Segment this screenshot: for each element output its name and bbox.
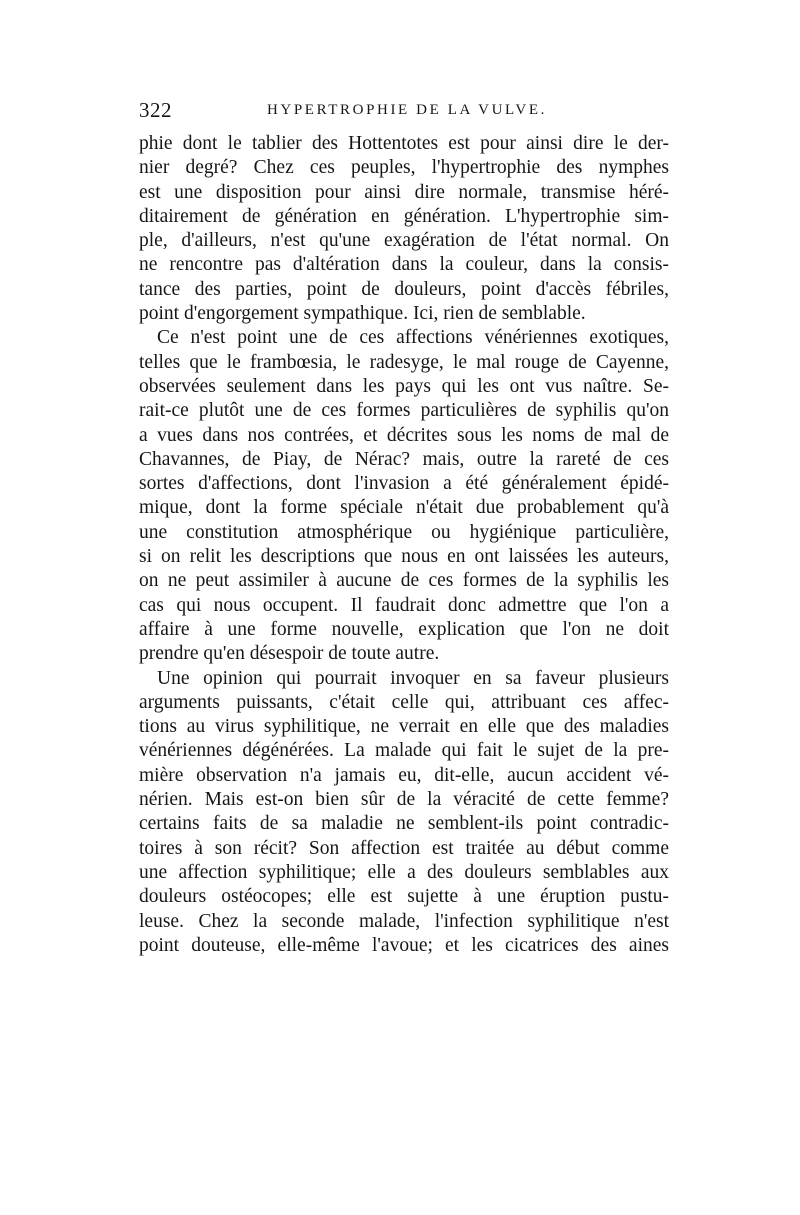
text-line: tions au virus syphilitique, ne verrait en elle que des maladies [139, 716, 669, 738]
text-line: nérien. Mais est-on bien sûr de la véracité de cette femme? [139, 789, 669, 811]
text-line: Ce n'est point une de ces affections vénériennes exotiques, [157, 327, 669, 349]
text-line: une constitution atmosphérique ou hygiénique particulière, [139, 521, 669, 543]
text-line: Chavannes, de Piay, de Nérac? mais, outre la rareté de ces [139, 448, 669, 470]
text-line: une affection syphilitique; elle a des douleurs semblables aux [139, 861, 669, 883]
text-line: leuse. Chez la seconde malade, l'infection syphilitique n'est [139, 910, 669, 932]
text-line: phie dont le tablier des Hottentotes est pour ainsi dire le der- [139, 133, 669, 154]
text-line: douleurs ostéocopes; elle est sujette à une éruption pustu- [139, 886, 669, 908]
text-line: Une opinion qui pourrait invoquer en sa faveur plusieurs [157, 667, 669, 689]
page-number: 322 [139, 98, 172, 122]
text-line: on ne peut assimiler à aucune de ces formes de la syphilis les [139, 570, 669, 592]
text-line: rait-ce plutôt une de ces formes particulières de syphilis qu'on [139, 400, 669, 422]
text-line: vénériennes dégénérées. La malade qui fait le sujet de la pre- [139, 740, 669, 762]
text-line: arguments puissants, c'était celle qui, attribuant ces affec- [139, 691, 669, 713]
text-line: certains faits de sa maladie ne semblent-ils point contradic- [139, 813, 669, 835]
text-line: ditairement de génération en génération. L'hypertrophie sim- [139, 205, 669, 227]
text-line: telles que le frambœsia, le radesyge, le mal rouge de Cayenne, [139, 351, 669, 373]
text-line: cas qui nous occupent. Il faudrait donc admettre que l'on a [139, 594, 669, 616]
text-line: point d'engorgement sympathique. Ici, rien de semblable. [139, 303, 586, 325]
text-line: point douteuse, elle-même l'avoue; et les cicatrices des aines [139, 934, 669, 956]
text-line: prendre qu'en désespoir de toute autre. [139, 643, 440, 665]
text-line: mière observation n'a jamais eu, dit-elle, aucun accident vé- [139, 764, 669, 786]
page-header [139, 95, 669, 125]
text-line: nier degré? Chez ces peuples, l'hypertrophie des nymphes [139, 157, 669, 179]
text-line: mique, dont la forme spéciale n'était due probablement qu'à [139, 497, 669, 519]
text-line: affaire à une forme nouvelle, explication que l'on ne doit [139, 618, 669, 640]
body-text [139, 132, 669, 958]
text-line: si on relit les descriptions que nous en ont laissées les auteurs, [139, 546, 669, 568]
text-line: ne rencontre pas d'altération dans la couleur, dans la consis- [139, 254, 669, 276]
running-head: HYPERTROPHIE DE LA VULVE. [267, 102, 547, 118]
text-line: observées seulement dans les pays qui les ont vus naître. Se- [139, 375, 669, 397]
text-line: est une disposition pour ainsi dire normale, transmise héré- [139, 181, 669, 203]
text-line: ple, d'ailleurs, n'est qu'une exagération de l'état normal. On [139, 230, 669, 252]
text-line: tance des parties, point de douleurs, point d'accès fébriles, [139, 278, 669, 300]
text-line: toires à son récit? Son affection est traitée au début comme [139, 837, 669, 859]
text-line: a vues dans nos contrées, et décrites sous les noms de mal de [139, 424, 669, 446]
text-line: sortes d'affections, dont l'invasion a été généralement épidé- [139, 473, 669, 495]
